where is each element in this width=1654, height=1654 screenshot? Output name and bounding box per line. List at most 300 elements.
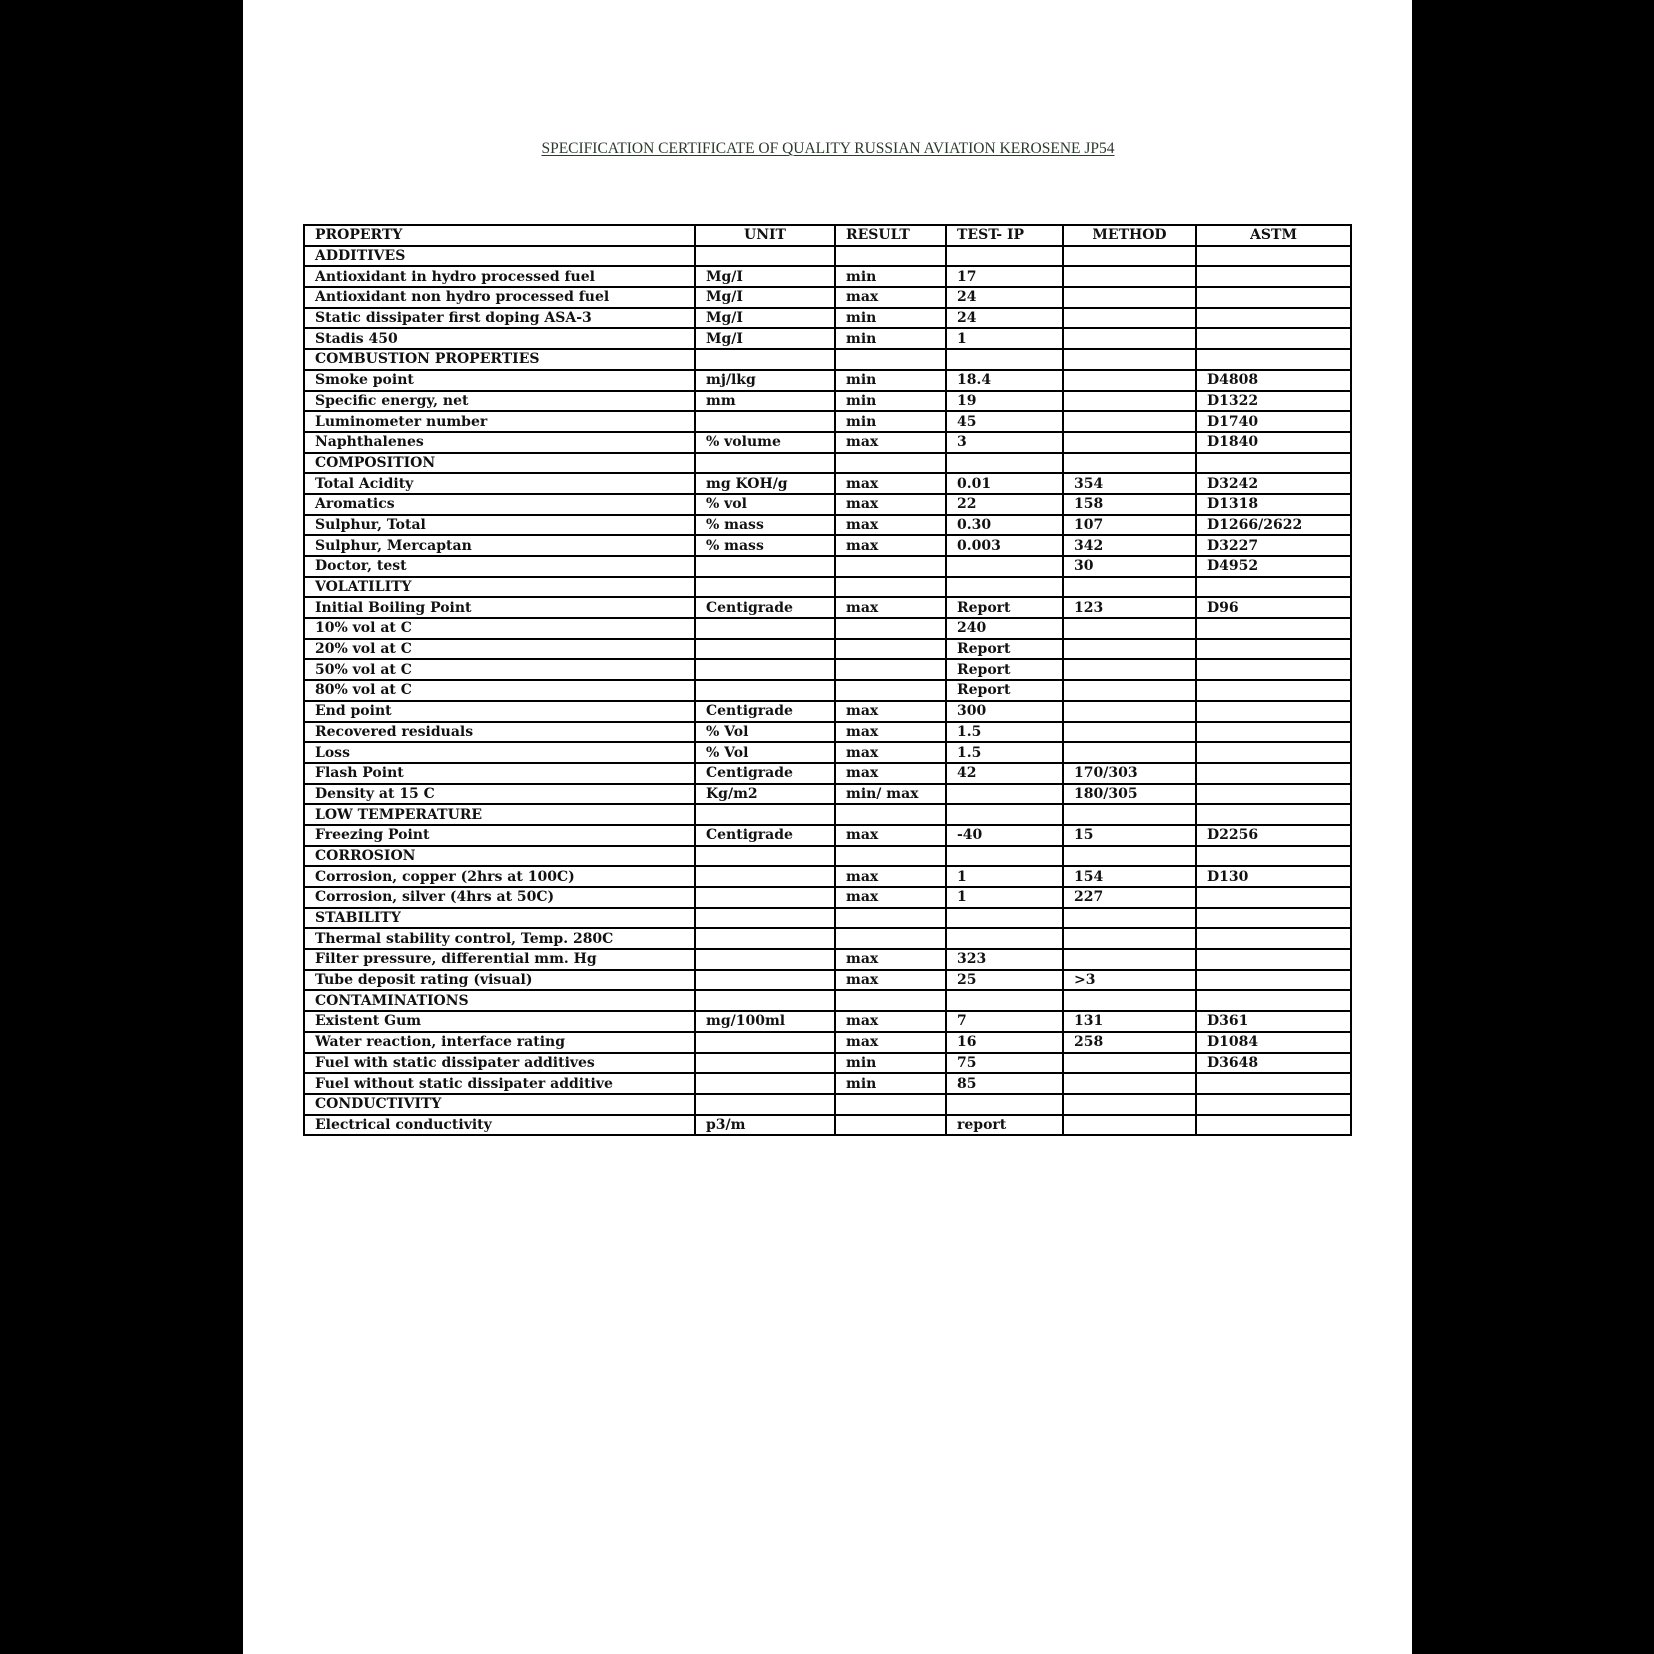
cell-test-ip: 3 [946,432,1063,453]
cell-method [1063,308,1196,329]
cell-unit [695,577,835,598]
table-row [304,846,1351,867]
cell-result [835,618,946,639]
cell-unit [695,1032,835,1053]
cell-result: min [835,411,946,432]
cell-test-ip [946,990,1063,1011]
cell-method [1063,411,1196,432]
cell-astm [1196,928,1351,949]
header-result: RESULT [835,225,946,246]
cell-result [835,804,946,825]
cell-result: max [835,515,946,536]
cell-unit: % volume [695,432,835,453]
cell-result: max [835,742,946,763]
cell-result: max [835,1011,946,1032]
cell-test-ip: 0.01 [946,473,1063,494]
cell-test-ip: 19 [946,391,1063,412]
cell-result: max [835,494,946,515]
table-row [304,639,1351,660]
table-row [304,1032,1351,1053]
cell-astm [1196,308,1351,329]
cell-unit [695,556,835,577]
cell-test-ip: 17 [946,266,1063,287]
cell-astm [1196,349,1351,370]
table-row [304,349,1351,370]
table-row [304,990,1351,1011]
table-row [304,577,1351,598]
cell-method [1063,1094,1196,1115]
cell-unit: mg KOH/g [695,473,835,494]
cell-test-ip: 45 [946,411,1063,432]
cell-result: min [835,266,946,287]
cell-astm: D3242 [1196,473,1351,494]
table-row [304,370,1351,391]
document-title-text: SPECIFICATION CERTIFICATE OF QUALITY RUSSIAN AVIATION KEROSENE JP54 [541,140,1115,157]
cell-property: Fuel without static dissipater additive [304,1073,695,1094]
cell-result [835,928,946,949]
table-row [304,701,1351,722]
cell-method [1063,680,1196,701]
cell-unit [695,887,835,908]
document-page [243,0,1412,1654]
table-row [304,908,1351,929]
table-row [304,659,1351,680]
cell-method [1063,804,1196,825]
cell-method: 131 [1063,1011,1196,1032]
cell-result: max [835,287,946,308]
cell-test-ip: 240 [946,618,1063,639]
cell-astm [1196,908,1351,929]
cell-test-ip [946,577,1063,598]
table-row [304,825,1351,846]
cell-result: max [835,1032,946,1053]
cell-property: End point [304,701,695,722]
table-row [304,1053,1351,1074]
cell-astm [1196,639,1351,660]
cell-unit [695,1094,835,1115]
cell-test-ip [946,246,1063,267]
cell-property: Thermal stability control, Temp. 280C [304,928,695,949]
cell-unit: mm [695,391,835,412]
cell-property: 10% vol at C [304,618,695,639]
cell-test-ip [946,928,1063,949]
cell-test-ip: 1.5 [946,742,1063,763]
header-unit: UNIT [695,225,835,246]
cell-method: 227 [1063,887,1196,908]
cell-test-ip: 18.4 [946,370,1063,391]
cell-unit: % Vol [695,742,835,763]
cell-result [835,846,946,867]
cell-method [1063,287,1196,308]
cell-astm [1196,266,1351,287]
cell-test-ip: 323 [946,949,1063,970]
cell-test-ip: Report [946,680,1063,701]
cell-method: 123 [1063,597,1196,618]
cell-test-ip: 85 [946,1073,1063,1094]
cell-astm: D3648 [1196,1053,1351,1074]
cell-result: max [835,473,946,494]
table-row [304,618,1351,639]
cell-property: Electrical conductivity [304,1115,695,1136]
cell-property: COMPOSITION [304,453,695,474]
cell-astm: D130 [1196,866,1351,887]
header-astm: ASTM [1196,225,1351,246]
cell-astm [1196,680,1351,701]
cell-property: LOW TEMPERATURE [304,804,695,825]
cell-method [1063,577,1196,598]
cell-result: min/ max [835,784,946,805]
cell-test-ip: report [946,1115,1063,1136]
cell-unit [695,680,835,701]
cell-method [1063,639,1196,660]
cell-result [835,577,946,598]
cell-test-ip: 24 [946,287,1063,308]
table-row [304,1115,1351,1136]
cell-method: 15 [1063,825,1196,846]
cell-unit [695,1073,835,1094]
cell-method [1063,928,1196,949]
cell-astm [1196,701,1351,722]
cell-unit [695,804,835,825]
cell-method: 354 [1063,473,1196,494]
table-row [304,970,1351,991]
cell-unit: mg/100ml [695,1011,835,1032]
cell-method [1063,846,1196,867]
cell-astm [1196,949,1351,970]
cell-result: max [835,432,946,453]
cell-property: Total Acidity [304,473,695,494]
cell-result [835,990,946,1011]
cell-astm [1196,970,1351,991]
table-row [304,1073,1351,1094]
cell-test-ip: 24 [946,308,1063,329]
table-row [304,391,1351,412]
cell-unit [695,846,835,867]
cell-method [1063,370,1196,391]
cell-property: STABILITY [304,908,695,929]
cell-property: VOLATILITY [304,577,695,598]
cell-unit: Kg/m2 [695,784,835,805]
cell-astm: D1322 [1196,391,1351,412]
cell-astm [1196,742,1351,763]
cell-test-ip: 42 [946,763,1063,784]
cell-method: 170/303 [1063,763,1196,784]
cell-property: CONTAMINATIONS [304,990,695,1011]
cell-property: Filter pressure, differential mm. Hg [304,949,695,970]
cell-unit: % Vol [695,722,835,743]
cell-test-ip [946,908,1063,929]
cell-unit: Centigrade [695,825,835,846]
cell-test-ip: 1 [946,328,1063,349]
cell-test-ip: 75 [946,1053,1063,1074]
cell-result: min [835,391,946,412]
cell-test-ip: 25 [946,970,1063,991]
cell-astm [1196,1073,1351,1094]
cell-property: Antioxidant in hydro processed fuel [304,266,695,287]
cell-astm [1196,1115,1351,1136]
cell-property: Corrosion, silver (4hrs at 50C) [304,887,695,908]
table-row [304,308,1351,329]
cell-result [835,246,946,267]
cell-method [1063,1053,1196,1074]
table-row [304,722,1351,743]
table-row [304,784,1351,805]
cell-method [1063,349,1196,370]
table-row [304,680,1351,701]
cell-property: Existent Gum [304,1011,695,1032]
cell-test-ip: 1 [946,866,1063,887]
cell-unit [695,411,835,432]
cell-unit: Mg/I [695,308,835,329]
cell-result: max [835,535,946,556]
table-row [304,742,1351,763]
cell-property: COMBUSTION PROPERTIES [304,349,695,370]
cell-property: Recovered residuals [304,722,695,743]
cell-method [1063,432,1196,453]
cell-unit [695,349,835,370]
cell-astm [1196,763,1351,784]
cell-unit [695,990,835,1011]
cell-unit: Mg/I [695,328,835,349]
cell-unit: mj/lkg [695,370,835,391]
cell-test-ip [946,846,1063,867]
table-row [304,866,1351,887]
cell-method [1063,1073,1196,1094]
cell-astm: D4808 [1196,370,1351,391]
cell-method: 180/305 [1063,784,1196,805]
cell-property: Density at 15 C [304,784,695,805]
cell-result: min [835,1073,946,1094]
table-row [304,535,1351,556]
cell-astm [1196,784,1351,805]
cell-test-ip: 1 [946,887,1063,908]
cell-result [835,680,946,701]
cell-unit: % mass [695,535,835,556]
cell-astm: D1740 [1196,411,1351,432]
cell-result: min [835,328,946,349]
cell-result: max [835,763,946,784]
cell-astm [1196,887,1351,908]
cell-unit: Centigrade [695,597,835,618]
cell-unit: Centigrade [695,763,835,784]
cell-property: 50% vol at C [304,659,695,680]
cell-method [1063,742,1196,763]
table-row [304,328,1351,349]
cell-astm [1196,618,1351,639]
table-row [304,287,1351,308]
cell-method [1063,391,1196,412]
cell-astm: D96 [1196,597,1351,618]
cell-unit [695,928,835,949]
cell-astm: D1318 [1196,494,1351,515]
cell-astm [1196,804,1351,825]
cell-astm: D1266/2622 [1196,515,1351,536]
header-method: METHOD [1063,225,1196,246]
cell-unit [695,970,835,991]
cell-unit [695,246,835,267]
cell-property: Aromatics [304,494,695,515]
cell-method: 342 [1063,535,1196,556]
cell-astm: D1084 [1196,1032,1351,1053]
cell-test-ip: Report [946,639,1063,660]
cell-method: 30 [1063,556,1196,577]
table-row [304,515,1351,536]
cell-astm [1196,846,1351,867]
cell-unit [695,908,835,929]
cell-method: 258 [1063,1032,1196,1053]
cell-property: Doctor, test [304,556,695,577]
cell-result: min [835,1053,946,1074]
table-row [304,1011,1351,1032]
cell-method [1063,701,1196,722]
cell-unit: Centigrade [695,701,835,722]
cell-astm: D3227 [1196,535,1351,556]
cell-astm [1196,659,1351,680]
cell-method [1063,266,1196,287]
table-row [304,597,1351,618]
cell-unit [695,1053,835,1074]
cell-result: max [835,722,946,743]
cell-property: Water reaction, interface rating [304,1032,695,1053]
cell-test-ip [946,784,1063,805]
table-header-row [304,225,1351,246]
cell-test-ip [946,1094,1063,1115]
cell-astm [1196,722,1351,743]
cell-result: max [835,701,946,722]
cell-result [835,1094,946,1115]
cell-method [1063,990,1196,1011]
cell-test-ip [946,804,1063,825]
cell-test-ip: 7 [946,1011,1063,1032]
table-row [304,887,1351,908]
cell-astm [1196,990,1351,1011]
cell-property: Static dissipater first doping ASA-3 [304,308,695,329]
cell-astm: D361 [1196,1011,1351,1032]
table-body [304,246,1351,1136]
cell-property: 80% vol at C [304,680,695,701]
cell-method [1063,1115,1196,1136]
cell-test-ip [946,349,1063,370]
cell-method [1063,328,1196,349]
cell-unit: Mg/I [695,266,835,287]
cell-result [835,349,946,370]
header-property: PROPERTY [304,225,695,246]
cell-property: ADDITIVES [304,246,695,267]
table-row [304,411,1351,432]
cell-result [835,556,946,577]
cell-result: max [835,597,946,618]
cell-property: Initial Boiling Point [304,597,695,618]
cell-property: Freezing Point [304,825,695,846]
cell-method [1063,618,1196,639]
table-row [304,928,1351,949]
cell-result [835,1115,946,1136]
cell-test-ip: 22 [946,494,1063,515]
cell-astm: D1840 [1196,432,1351,453]
cell-result [835,639,946,660]
cell-property: Flash Point [304,763,695,784]
cell-method [1063,722,1196,743]
table-row [304,432,1351,453]
cell-result: max [835,949,946,970]
cell-property: Naphthalenes [304,432,695,453]
cell-test-ip: 0.30 [946,515,1063,536]
cell-property: Sulphur, Total [304,515,695,536]
cell-property: Loss [304,742,695,763]
cell-astm [1196,246,1351,267]
cell-test-ip: 300 [946,701,1063,722]
cell-method [1063,659,1196,680]
cell-result: max [835,825,946,846]
cell-unit [695,949,835,970]
cell-property: Smoke point [304,370,695,391]
cell-method [1063,908,1196,929]
table-row [304,556,1351,577]
table-row [304,804,1351,825]
table-row [304,1094,1351,1115]
cell-unit [695,659,835,680]
cell-property: CONDUCTIVITY [304,1094,695,1115]
cell-result [835,659,946,680]
cell-property: Corrosion, copper (2hrs at 100C) [304,866,695,887]
cell-property: Luminometer number [304,411,695,432]
cell-result [835,908,946,929]
cell-test-ip [946,556,1063,577]
cell-result: min [835,370,946,391]
cell-result: max [835,970,946,991]
cell-unit: Mg/I [695,287,835,308]
specification-table [303,224,1352,1136]
cell-result: max [835,866,946,887]
cell-unit: % mass [695,515,835,536]
cell-test-ip: -40 [946,825,1063,846]
cell-astm: D2256 [1196,825,1351,846]
cell-unit [695,453,835,474]
cell-unit: % vol [695,494,835,515]
cell-method: >3 [1063,970,1196,991]
table-row [304,266,1351,287]
cell-test-ip: Report [946,597,1063,618]
cell-property: Specific energy, net [304,391,695,412]
header-test-ip: TEST- IP [946,225,1063,246]
cell-test-ip: 16 [946,1032,1063,1053]
table-row [304,494,1351,515]
cell-property: Tube deposit rating (visual) [304,970,695,991]
cell-method [1063,246,1196,267]
cell-unit [695,639,835,660]
cell-astm [1196,453,1351,474]
cell-test-ip [946,453,1063,474]
cell-property: Antioxidant non hydro processed fuel [304,287,695,308]
cell-property: CORROSION [304,846,695,867]
document-title [243,140,1412,158]
cell-test-ip: 1.5 [946,722,1063,743]
cell-result: max [835,887,946,908]
cell-astm [1196,287,1351,308]
cell-astm [1196,1094,1351,1115]
cell-astm [1196,577,1351,598]
cell-result: min [835,308,946,329]
cell-unit [695,866,835,887]
cell-method: 154 [1063,866,1196,887]
cell-property: 20% vol at C [304,639,695,660]
table-row [304,246,1351,267]
cell-unit [695,618,835,639]
cell-astm: D4952 [1196,556,1351,577]
cell-method: 107 [1063,515,1196,536]
table-row [304,949,1351,970]
table-row [304,473,1351,494]
